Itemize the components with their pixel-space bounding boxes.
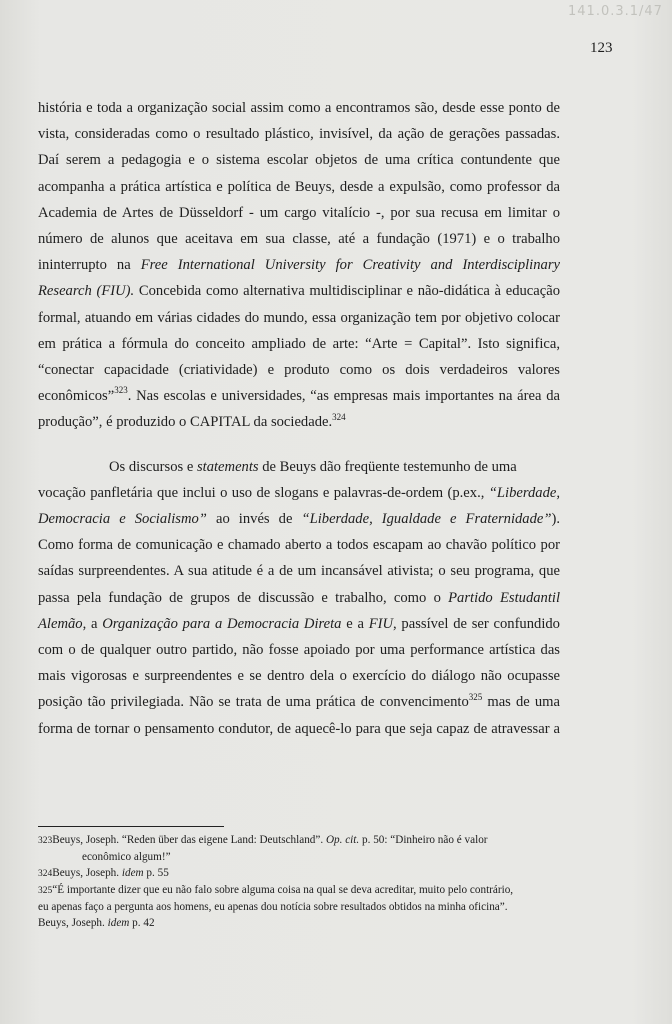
italic-title: Free International University for Creativity and Interdisciplinary [140,257,560,274]
text-line: vista, consideradas como o resultado plástico, invisível, da ação de gerações passadas. [38,126,560,143]
text-line: história e toda a organização social assim como a encontramos são, desde esse ponto de [38,100,560,116]
footnote-text: p. 42 [129,917,155,929]
footnote-text: “É importante dizer que eu não falo sobre alguma coisa na qual se deva acreditar, muito pelo contrário, [52,884,514,896]
footnote-number: 325 [38,886,53,896]
pencil-annotation: 141.0.3.1/47 [568,4,663,19]
page-number: 123 [590,40,613,56]
footnote-323-cont: econômico algum!” [82,851,171,863]
text-run: . Nas escolas e universidades, “as empresas mais importantes na área da [127,388,560,405]
text-line: “conectar capacidade (criatividade) e produto como os dois verdadeiros valores [38,362,560,379]
footnote-italic: Op. cit. [325,834,360,846]
footnote-ref: 323 [114,385,128,396]
text-line: Daí serem a pedagogia e o sistema escolar objetos de uma crítica contundente que [38,152,560,169]
text-line [38,585,560,611]
text-line: mais vigorosas e surpreendentes e se dentro dela o exercício do diálogo não ocupasse [38,668,560,685]
footnote-323 [38,832,568,849]
footnote-ref: 325 [468,691,483,702]
paragraph-gap [38,436,560,454]
italic-name: FIU [368,615,394,632]
text-run: posição tão privilegiada. Não se trata de uma prática de convencimento [38,694,469,711]
text-run: , passível de ser confundido [393,615,560,632]
footnote-325 [38,882,568,899]
footnote-325-cont: eu apenas faço a pergunta aos homens, eu apenas dou notícia sobre resultados obtidos na minha oficina”. [38,901,508,913]
footnote-325-source [38,915,568,931]
text-run: passa pela fundação de grupos de discussão e trabalho, como o [38,589,449,606]
text-line: Como forma de comunicação e chamado aberto a todos escapam ao chavão político por [38,537,560,554]
text-line [38,480,560,506]
text-run: , a [82,615,103,632]
text-line: com o de qualquer outro partido, não fosse apoiado por uma performance artística das [38,642,560,659]
italic-name: Partido Estudantil [448,589,560,606]
footnote-text: Beuys, Joseph. [38,917,108,929]
text-run: vocação panfletária que inclui o uso de slogans e palavras-de-ordem (p.ex., [38,484,489,501]
text-run: e a [341,615,369,632]
italic-title: Research (FIU). [38,283,135,300]
text-line: número de alunos que aceitava em sua classe, até a fundação (1971) e o trabalho [38,231,560,248]
text-line: Academia de Artes de Düsseldorf - um cargo vitalício -, por sua recusa em limitar o [38,204,560,221]
text-run: econômicos” [38,388,115,405]
footnotes [38,832,568,931]
text-line [38,278,560,304]
text-line: saídas surpreendentes. A sua atitude é a de um incansável ativista; o seu programa, que [38,563,560,580]
footnote-number: 323 [38,836,53,846]
text-line [38,611,560,637]
paragraph-2 [38,454,560,742]
text-line [38,409,560,435]
text-line: em prática a fórmula do conceito ampliado de arte: “Arte = Capital”. Isto significa, [38,335,560,352]
text-run: ). [551,511,560,528]
footnote-text: Beuys, Joseph. “Reden über das eigene Land: Deutschland”. [52,834,326,846]
italic-name: Organização para a Democracia Direta [102,615,342,632]
footnote-text: p. 50: “Dinheiro não é valor [359,834,488,846]
text-line [38,506,560,532]
text-run: mas de uma [482,694,560,711]
footnote-number: 324 [38,869,53,879]
text-run: Os discursos e [109,458,197,475]
paragraph-1 [38,95,560,436]
footnote-324 [38,865,568,882]
text-line [38,689,560,715]
text-line [38,252,560,278]
footnote-text: Beuys, Joseph. [52,867,122,879]
text-line: formal, atuando em várias cidades do mundo, essa organização tem por objetivo colocar [38,309,560,326]
footnote-ref: 324 [332,411,346,422]
footnote-italic: idem [121,867,144,879]
italic-quote: “Liberdade, Igualdade e Fraternidade” [301,511,552,528]
footnote-text: p. 55 [143,867,169,879]
text-line: acompanha a prática artística e política de Beuys, desde a expulsão, como professor da [38,178,560,195]
text-run: ao invés de [206,511,302,528]
text-line [38,454,560,480]
footnote-italic: idem [107,917,130,929]
text-run: produção”, é produzido o CAPITAL da sociedade. [38,414,333,431]
text-run: de Beuys dão freqüente testemunho de uma [258,458,517,475]
italic-name: Alemão [38,615,83,632]
italic-quote: Democracia e Socialismo” [38,511,207,528]
text-line: forma de tornar o pensamento condutor, de aquecê-lo para que seja capaz de atravessar a [38,720,560,737]
text-line [38,383,560,409]
text-run: Concebida como alternativa multidisciplinar e não-didática à educação [134,283,560,300]
italic-quote: “Liberdade, [488,484,560,501]
body-text [38,95,560,742]
italic-term: statements [196,458,259,475]
text-run: ininterrupto na [38,257,141,274]
footnote-rule [38,826,224,827]
